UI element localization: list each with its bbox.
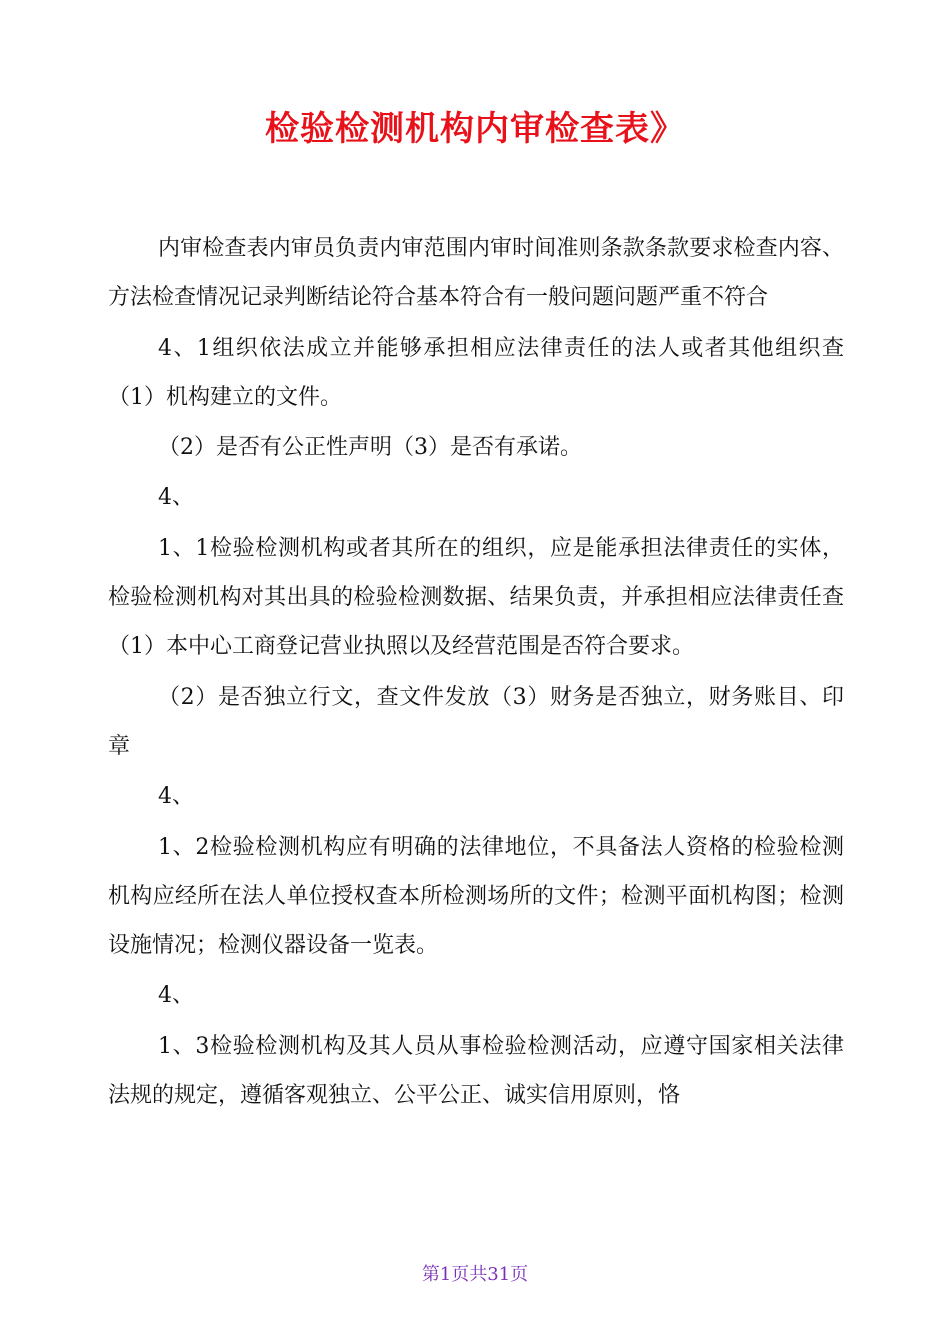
page-number-footer: 第1页共31页	[421, 1264, 529, 1285]
document-title: 检验检测机构内审检查表》	[265, 109, 685, 149]
paragraph: 4、	[158, 983, 194, 1009]
paragraph: 1、1检验检测机构或者其所在的组织，应是能承担法律责任的实体，检验检测机构对其出具的检验检测数据、结果负责，并承担相应法律责任查（1）本中心工商登记营业执照以及经营范围是否符合要求。	[108, 535, 844, 660]
document-body	[108, 224, 844, 1121]
paragraph: （2）是否有公正性声明（3）是否有承诺。	[158, 435, 582, 461]
paragraph: 内审检查表内审员负责内审范围内审时间准则条款条款要求检查内容、方法检查情况记录判断结论符合基本符合有一般问题问题严重不符合	[108, 236, 844, 311]
paragraph: （2）是否独立行文，查文件发放（3）财务是否独立，财务账目、印章	[108, 684, 844, 759]
paragraph: 4、1组织依法成立并能够承担相应法律责任的法人或者其他组织查（1）机构建立的文件。	[108, 335, 844, 410]
paragraph: 1、3检验检测机构及其人员从事检验检测活动，应遵守国家相关法律法规的规定，遵循客观独立、公平公正、诚实信用原则，恪	[108, 1033, 844, 1109]
paragraph: 4、	[158, 485, 194, 511]
paragraph: 1、2检验检测机构应有明确的法律地位，不具备法人资格的检验检测机构应经所在法人单位授权查本所检测场所的文件；检测平面机构图；检测设施情况；检测仪器设备一览表。	[108, 834, 844, 959]
paragraph: 4、	[158, 784, 194, 810]
